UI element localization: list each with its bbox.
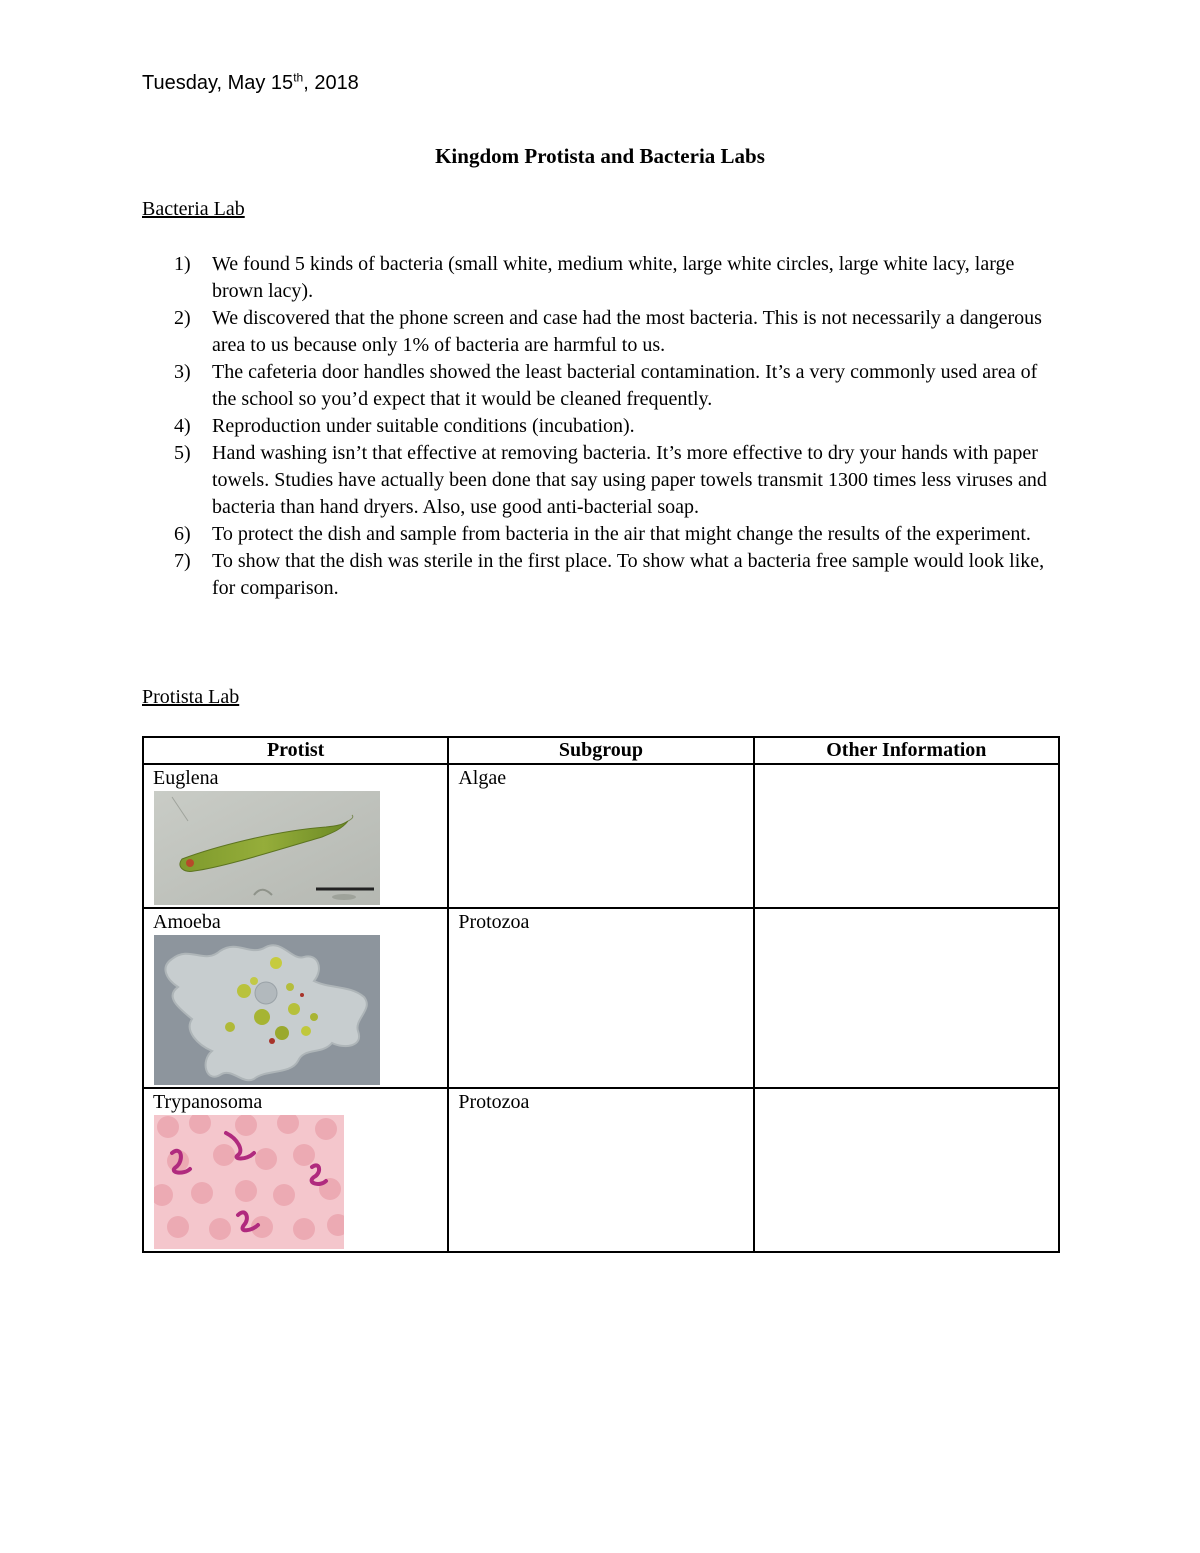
subgroup-cell: Protozoa <box>448 908 753 1088</box>
list-item: 7) To show that the dish was sterile in the first place. To show what a bacteria free sample would look like, for comparison. <box>174 550 1045 599</box>
protist-cell <box>143 764 448 908</box>
protista-lab-heading: Protista Lab <box>142 686 240 708</box>
document-date: Tuesday, May 15th, 2018 <box>142 70 359 94</box>
protist-cell <box>143 1088 448 1252</box>
subgroup-cell: Algae <box>448 764 753 908</box>
subgroup-cell: Protozoa <box>448 1088 753 1252</box>
euglena-micrograph <box>154 791 380 905</box>
protista-table <box>142 736 1060 1253</box>
protist-name: Euglena <box>153 767 219 789</box>
other-information-cell <box>754 764 1059 908</box>
table-row <box>143 1088 1059 1252</box>
table-row <box>143 908 1059 1088</box>
bacteria-answers-list <box>142 251 1062 602</box>
list-item: 4) Reproduction under suitable conditions (incubation). <box>174 415 635 437</box>
list-item: 2) We discovered that the phone screen and case had the most bacteria. This is not necessarily a dangerous area to us because only 1% of bacteria are harmful to us. <box>174 307 1042 356</box>
other-information-cell <box>754 908 1059 1088</box>
other-information-cell <box>754 1088 1059 1252</box>
list-item: 6) To protect the dish and sample from bacteria in the air that might change the results of the experiment. <box>174 523 1031 545</box>
protist-name: Amoeba <box>153 911 221 933</box>
bacteria-lab-heading: Bacteria Lab <box>142 198 245 220</box>
protist-name: Trypanosoma <box>153 1091 263 1113</box>
table-row <box>143 764 1059 908</box>
column-header-other-information: Other Information <box>754 737 1059 764</box>
table-header-row <box>143 737 1059 764</box>
trypanosoma-blood-smear <box>154 1115 344 1249</box>
column-header-subgroup: Subgroup <box>448 737 753 764</box>
amoeba-micrograph <box>154 935 380 1085</box>
list-item: 1) We found 5 kinds of bacteria (small white, medium white, large white circles, large white lacy, large brown lacy). <box>174 253 1015 302</box>
list-item: 5) Hand washing isn’t that effective at removing bacteria. It’s more effective to dry your hands with paper towels. Studies have actually been done that say using paper towels transmit 1300 times less viruses and bacteria than hand dryers. Also, use good anti-bacterial soap. <box>174 442 1047 518</box>
column-header-protist: Protist <box>143 737 448 764</box>
document-title: Kingdom Protista and Bacteria Labs <box>435 144 765 168</box>
list-item: 3) The cafeteria door handles showed the least bacterial contamination. It’s a very commonly used area of the school so you’d expect that it would be cleaned frequently. <box>174 361 1038 410</box>
protist-cell <box>143 908 448 1088</box>
